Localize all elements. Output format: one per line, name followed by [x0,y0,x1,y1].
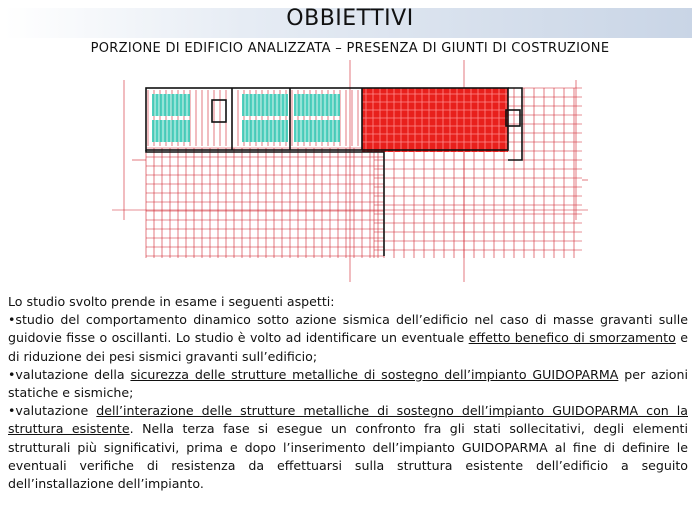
bullet-3-text: •valutazione [8,403,97,419]
bullet-2-text: •valutazione della [8,366,131,382]
intro-text: Lo studio svolto prende in esame i seguenti aspetti: [8,294,335,309]
floor-plan-drawing [112,60,588,282]
bullet-safety [8,366,688,402]
page-title: OBBIETTIVI [286,6,414,31]
bullet-1-text: •studio del comportamento dinamico sotto azione sismica dell’edificio nel caso di masse gravanti sulle guidovie fisse o oscillanti. Lo studio è volto ad identificare un eventuale [8,312,688,346]
bullet-interaction [8,402,688,493]
bullet-dynamic-study [8,311,688,366]
plan-linework [112,60,588,282]
body-text [8,293,688,493]
bullet-2-tail: per azioni statiche e sismiche; [8,366,688,401]
bullet-1-underlined: effetto benefico di smorzamento [468,330,676,346]
page-subtitle: PORZIONE DI EDIFICIO ANALIZZATA – PRESENZA DI GIUNTI DI COSTRUZIONE [90,41,610,56]
bullet-3-underlined: dell’interazione delle strutture metalliche di sostegno dell’impianto GUIDOPARMA con la struttura esistente [8,403,688,437]
bullet-2-underlined: sicurezza delle strutture metalliche di sostegno dell’impianto GUIDOPARMA [130,366,619,382]
intro-paragraph [8,293,688,311]
bullet-3-tail: . Nella terza fase si esegue un confronto fra gli stati sollecitativi, degli elementi strutturali più significativi, prima e dopo l’inserimento dell’impianto GUIDOPARMA al fine di definire le eventuali verifiche di resistenza da effettuarsi sulla struttura esistente dell’edificio a seguito dell’installazione dell’impianto. [8,421,688,492]
plan-highlights [152,88,508,152]
bullet-1-tail: e di riduzione dei pesi sismici gravanti sull’edificio; [8,330,688,364]
